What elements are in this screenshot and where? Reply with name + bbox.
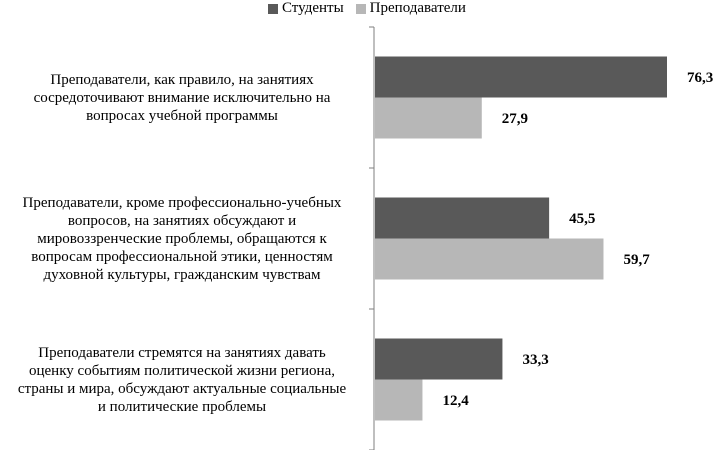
bar-students-1 bbox=[375, 57, 667, 98]
category-label-line: оценку событиям политической жизни региона, bbox=[29, 362, 335, 379]
category-label-line: вопросам профессиональной этики, ценностям bbox=[31, 248, 333, 265]
category-label-line: вопросах учебной программы bbox=[86, 107, 278, 124]
bar-students-2 bbox=[375, 198, 549, 239]
category-label-line: сосредоточивают внимание исключительно на bbox=[33, 89, 331, 106]
bar-teachers-1 bbox=[375, 98, 482, 139]
data-label-students-1: 76,3 bbox=[687, 70, 714, 86]
data-label-students-2: 45,5 bbox=[569, 211, 596, 227]
legend-label-students: Студенты bbox=[282, 0, 344, 16]
data-label-teachers-2: 59,7 bbox=[623, 252, 650, 268]
category-label-line: Преподаватели стремятся на занятиях давать bbox=[38, 344, 326, 361]
data-label-teachers-3: 12,4 bbox=[442, 393, 469, 409]
category-label-line: страны и мира, обсуждают актуальные социальные bbox=[17, 380, 347, 397]
data-label-teachers-1: 27,9 bbox=[501, 111, 529, 127]
category-label-line: Преподаватели, как правило, на занятиях bbox=[50, 71, 314, 88]
category-label-2 bbox=[0, 194, 364, 284]
category-label-line: духовной культуры, гражданским чувствам bbox=[43, 266, 321, 283]
data-label-students-3: 33,3 bbox=[522, 352, 549, 368]
category-label-line: Преподаватели, кроме профессионально-учебных bbox=[22, 194, 342, 211]
category-label-3 bbox=[0, 344, 364, 416]
bar-teachers-3 bbox=[375, 380, 422, 421]
category-label-1 bbox=[0, 71, 364, 125]
category-label-line: мировоззренческие проблемы, обращаются к bbox=[37, 230, 327, 247]
category-label-line: и политические проблемы bbox=[97, 398, 267, 415]
category-label-line: вопросов, на занятиях обсуждают и bbox=[67, 212, 297, 229]
bar-teachers-2 bbox=[375, 239, 603, 280]
legend-label-teachers: Преподаватели bbox=[369, 0, 466, 16]
bar-students-3 bbox=[375, 339, 502, 380]
